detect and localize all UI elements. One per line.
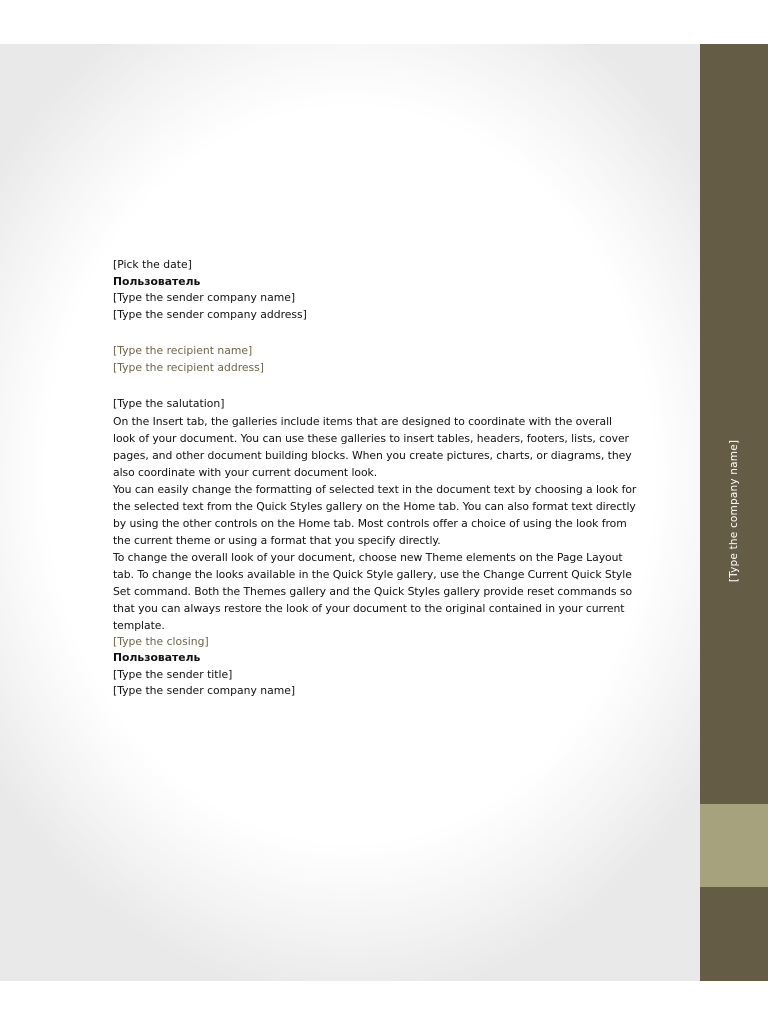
- letter-body: [113, 257, 637, 700]
- salutation[interactable]: [Type the salutation]: [113, 397, 225, 410]
- recipient-address[interactable]: [Type the recipient address]: [113, 360, 265, 374]
- letter-sheet: [0, 44, 700, 981]
- closing[interactable]: [Type the closing]: [113, 634, 209, 648]
- body-paragraph[interactable]: On the Insert tab, the galleries include items that are designed to coordinate with the overall look of your document. You can use these galleries to insert tables, headers, footers, lists, cover pages, and other document building blocks. When you create pictures, charts, or diagrams, they also coordinate with your current document look.: [113, 414, 632, 479]
- sender-name[interactable]: Пользователь: [113, 274, 201, 288]
- top-margin: [0, 0, 768, 44]
- recipient-block: [113, 343, 637, 376]
- sender-company-name[interactable]: [Type the sender company name]: [113, 291, 296, 304]
- signature-name[interactable]: Пользователь: [113, 651, 201, 664]
- signature-title[interactable]: [Type the sender title]: [113, 667, 233, 681]
- bottom-margin: [0, 981, 768, 1024]
- body-paragraph[interactable]: You can easily change the formatting of selected text in the document text by choosing a look for the selected text from the Quick Styles gallery on the Home tab. You can also format text directly by using the other controls on the Home tab. Most controls offer a choice of using the look from the current theme or using a format that you specify directly.: [113, 482, 637, 547]
- sidebar-band: [700, 44, 768, 981]
- sidebar-accent-block: [700, 804, 768, 887]
- signature-company-name[interactable]: [Type the sender company name]: [113, 684, 296, 697]
- recipient-name[interactable]: [Type the recipient name]: [113, 344, 253, 357]
- sidebar-company-name[interactable]: [Type the company name]: [728, 439, 740, 583]
- sender-block: [113, 274, 637, 324]
- sender-company-address[interactable]: [Type the sender company address]: [113, 307, 307, 321]
- date-field[interactable]: [Pick the date]: [113, 258, 192, 271]
- signature-block: [113, 650, 637, 700]
- body-paragraph[interactable]: To change the overall look of your document, choose new Theme elements on the Page Layout tab. To change the looks available in the Quick Style gallery, use the Change Current Quick Style Set command. Both the Themes gallery and the Quick Styles gallery provide reset commands so that you can always restore the look of your document to the original contained in your current template.: [113, 550, 633, 632]
